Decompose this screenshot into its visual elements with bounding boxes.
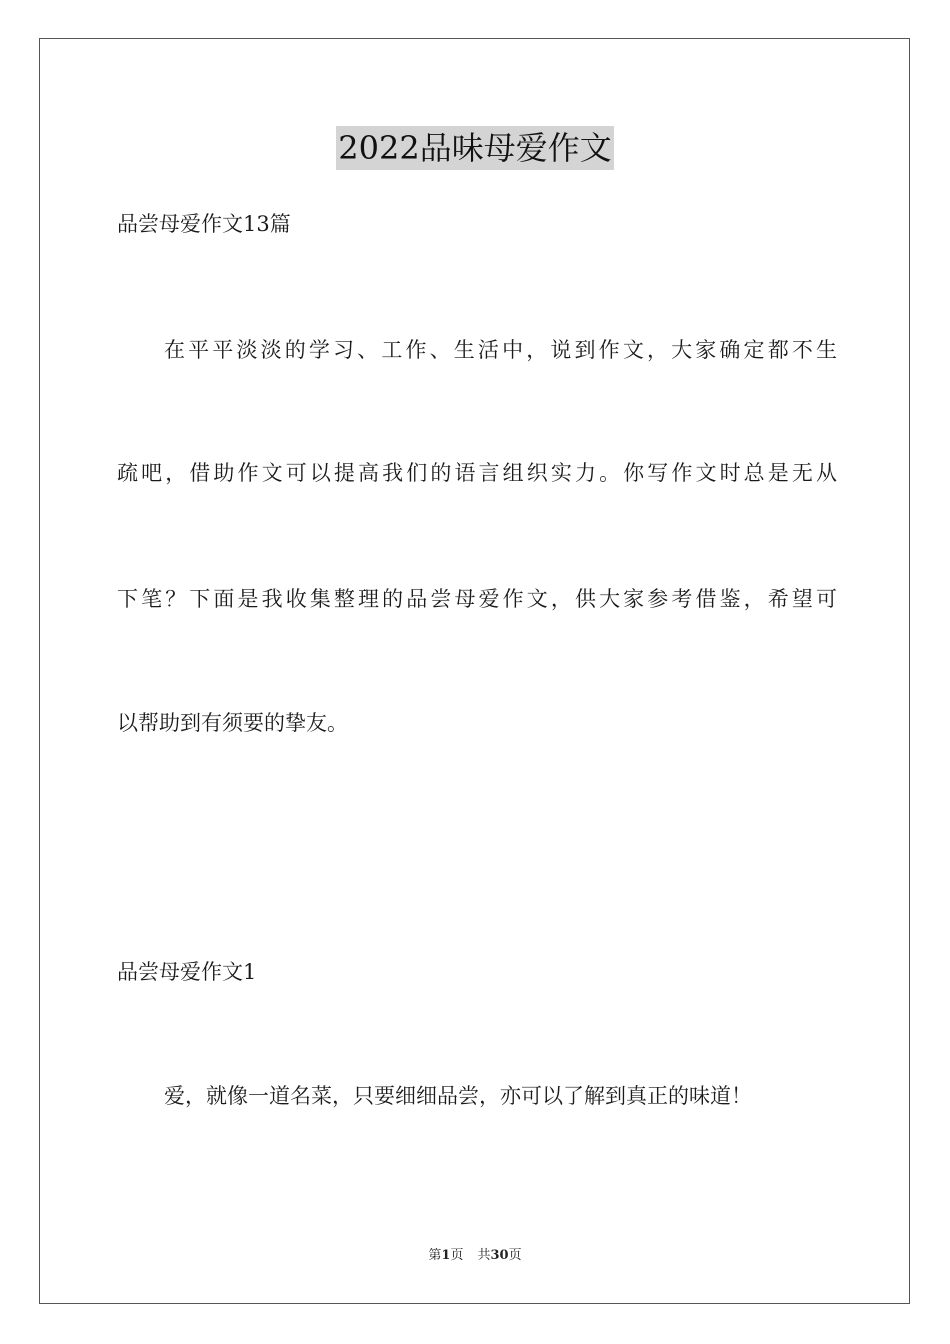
footer-total-prefix: 共 (477, 1248, 491, 1263)
footer-total-unit: 页 (508, 1248, 522, 1263)
intro-paragraph-line: 下笔？下面是我收集整理的品尝母爱作文，供大家参考借鉴，希望可 (117, 587, 837, 611)
intro-paragraph-line: 以帮助到有须要的挚友。 (117, 711, 348, 735)
section-heading: 品尝母爱作文1 (117, 960, 257, 984)
footer-page-current: 1 (441, 1248, 451, 1263)
page-footer (0, 1247, 950, 1265)
intro-paragraph-line: 在平平淡淡的学习、工作、生活中，说到作文，大家确定都不生 (164, 338, 837, 362)
footer-page-total: 30 (490, 1248, 509, 1263)
intro-paragraph-line: 疏吧，借助作文可以提高我们的语言组织实力。你写作文时总是无从 (117, 461, 837, 485)
document-title-text: 2022品味母爱作文 (336, 126, 613, 170)
footer-page-unit: 页 (450, 1248, 464, 1263)
section-paragraph-line: 爱，就像一道名菜，只要细细品尝，亦可以了解到真正的味道！ (164, 1084, 752, 1108)
document-subtitle: 品尝母爱作文13篇 (117, 212, 291, 236)
footer-page-prefix: 第 (428, 1248, 442, 1263)
document-title (0, 126, 950, 170)
